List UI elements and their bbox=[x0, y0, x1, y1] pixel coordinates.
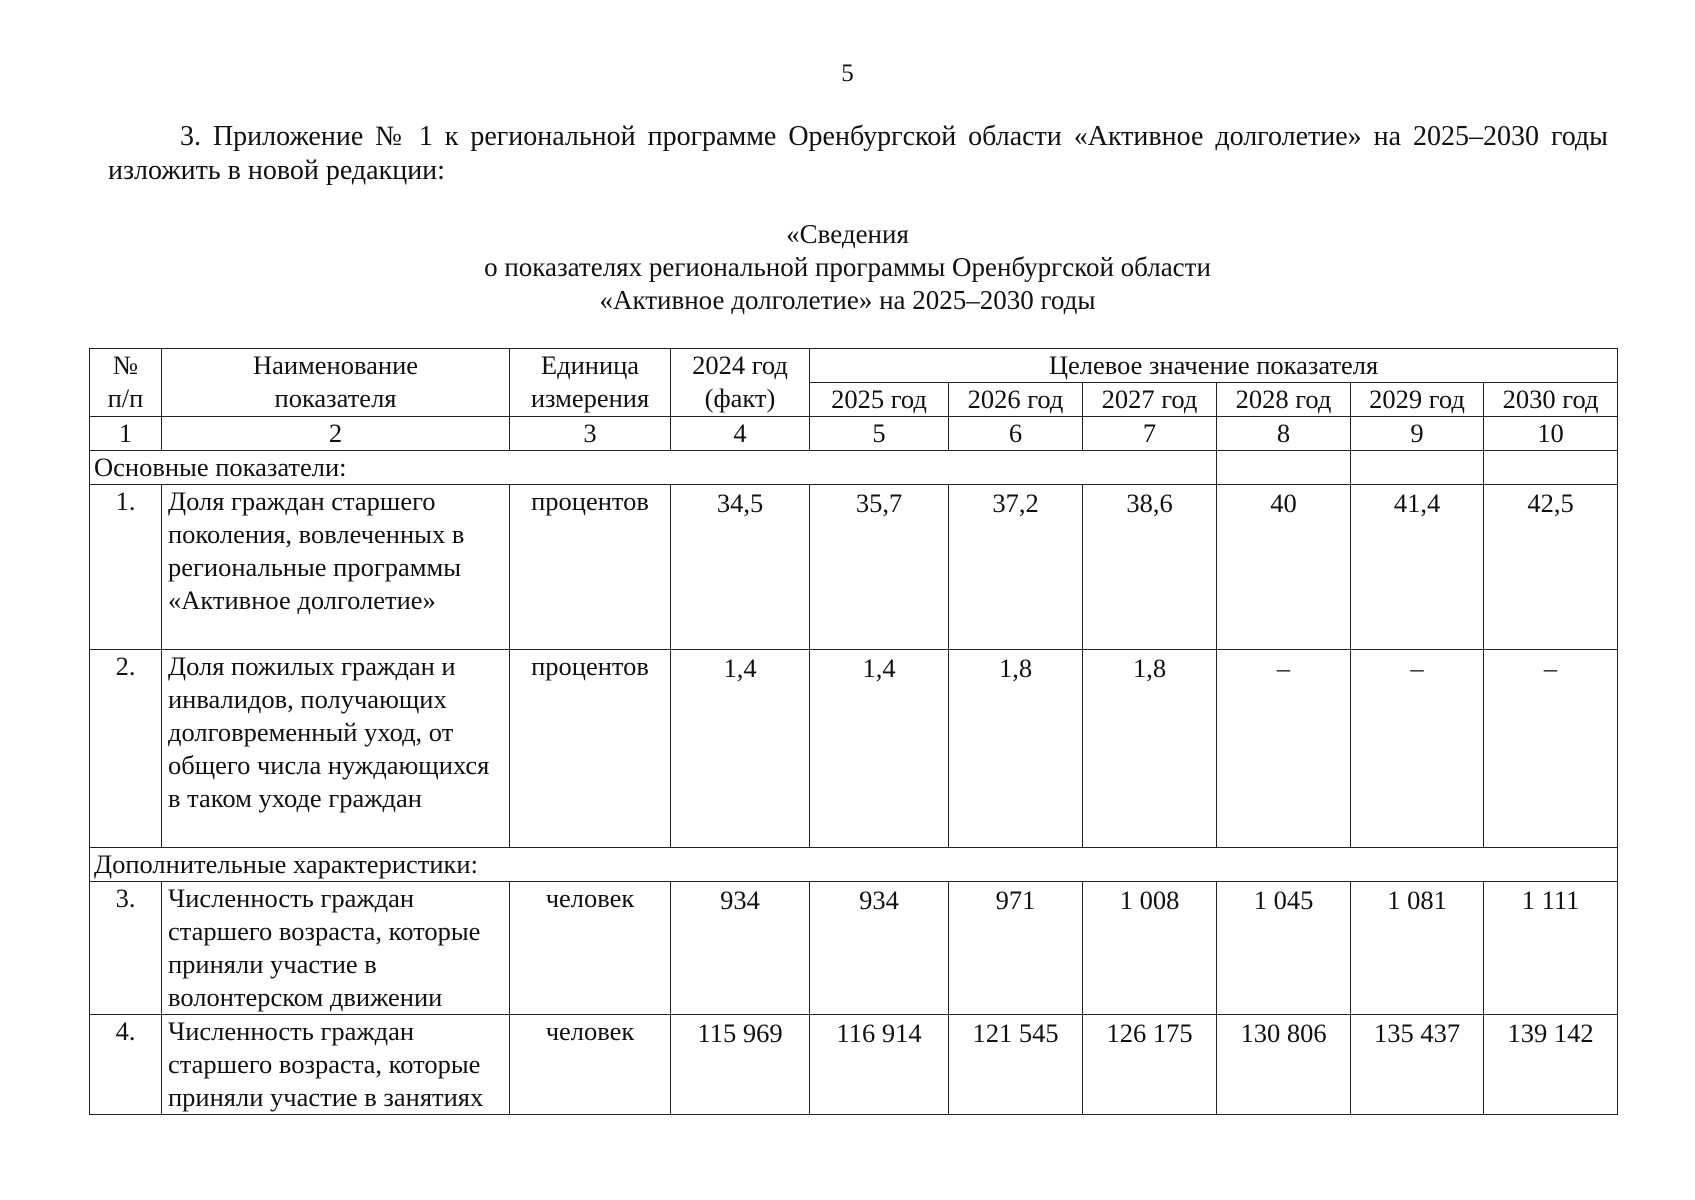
column-number: 7 bbox=[1083, 417, 1217, 451]
row-number: 4. bbox=[90, 1015, 162, 1115]
value-2029: – bbox=[1351, 650, 1484, 848]
value-2025: 116 914 bbox=[810, 1015, 949, 1115]
header-name-line1: Наименование bbox=[252, 350, 419, 380]
column-number: 2 bbox=[162, 417, 510, 451]
table-heading bbox=[0, 218, 1695, 317]
column-number: 6 bbox=[949, 417, 1083, 451]
column-number: 3 bbox=[510, 417, 671, 451]
column-number: 10 bbox=[1484, 417, 1618, 451]
header-num bbox=[90, 349, 162, 417]
header-year-2029: 2029 год bbox=[1351, 383, 1484, 417]
heading-line-2: о показателях региональной программы Оренбургской области bbox=[484, 252, 1211, 282]
row-number: 2. bbox=[90, 650, 162, 848]
value-2027: 1,8 bbox=[1083, 650, 1217, 848]
column-number: 4 bbox=[671, 417, 810, 451]
value-2026: 37,2 bbox=[949, 485, 1083, 650]
value-2030: 42,5 bbox=[1484, 485, 1618, 650]
column-number: 5 bbox=[810, 417, 949, 451]
indicators-table bbox=[89, 348, 1618, 1115]
indicator-unit: процентов bbox=[510, 485, 671, 650]
value-2029: 135 437 bbox=[1351, 1015, 1484, 1115]
value-2026: 1,8 bbox=[949, 650, 1083, 848]
section-row-extra bbox=[90, 848, 1618, 882]
header-year-2026: 2026 год bbox=[949, 383, 1083, 417]
header-target-group: Целевое значение показателя bbox=[810, 349, 1618, 383]
header-num-line1: № bbox=[112, 350, 139, 380]
value-2030: 139 142 bbox=[1484, 1015, 1618, 1115]
header-name bbox=[162, 349, 510, 417]
value-2029: 1 081 bbox=[1351, 882, 1484, 1015]
header-unit-line2: измерения bbox=[530, 383, 650, 413]
table-row bbox=[90, 650, 1618, 848]
section-row-main bbox=[90, 451, 1618, 485]
table-row bbox=[90, 485, 1618, 650]
table-row bbox=[90, 1015, 1618, 1115]
header-year-2030: 2030 год bbox=[1484, 383, 1618, 417]
empty-cell bbox=[1351, 451, 1484, 485]
indicator-unit: процентов bbox=[510, 650, 671, 848]
value-2024: 934 bbox=[671, 882, 810, 1015]
value-2028: 40 bbox=[1217, 485, 1351, 650]
header-year-2027: 2027 год bbox=[1083, 383, 1217, 417]
value-2027: 126 175 bbox=[1083, 1015, 1217, 1115]
table-row bbox=[90, 882, 1618, 1015]
page-number: 5 bbox=[841, 60, 854, 87]
value-2024: 34,5 bbox=[671, 485, 810, 650]
indicator-name: Доля граждан старшего поколения, вовлеченных в региональные программы «Активное долголетие» bbox=[162, 485, 510, 650]
header-name-line2: показателя bbox=[274, 383, 397, 413]
header-num-line2: п/п bbox=[107, 383, 144, 413]
row-number: 1. bbox=[90, 485, 162, 650]
header-row-top bbox=[90, 349, 1618, 383]
value-2025: 934 bbox=[810, 882, 949, 1015]
value-2028: – bbox=[1217, 650, 1351, 848]
column-number: 1 bbox=[90, 417, 162, 451]
indicator-name: Численность граждан старшего возраста, которые приняли участие в волонтерском движении bbox=[162, 882, 510, 1015]
header-fact bbox=[671, 349, 810, 417]
indicator-name: Численность граждан старшего возраста, которые приняли участие в занятиях bbox=[162, 1015, 510, 1115]
indicator-unit: человек bbox=[510, 1015, 671, 1115]
section-main-label: Основные показатели: bbox=[90, 451, 1217, 485]
column-number: 8 bbox=[1217, 417, 1351, 451]
value-2029: 41,4 bbox=[1351, 485, 1484, 650]
empty-cell bbox=[1217, 451, 1351, 485]
value-2026: 121 545 bbox=[949, 1015, 1083, 1115]
indicator-unit: человек bbox=[510, 882, 671, 1015]
value-2025: 1,4 bbox=[810, 650, 949, 848]
header-fact-line2: (факт) bbox=[704, 383, 776, 413]
value-2027: 38,6 bbox=[1083, 485, 1217, 650]
value-2025: 35,7 bbox=[810, 485, 949, 650]
value-2027: 1 008 bbox=[1083, 882, 1217, 1015]
column-number-row bbox=[90, 417, 1618, 451]
header-unit-line1: Единица bbox=[540, 350, 640, 380]
value-2026: 971 bbox=[949, 882, 1083, 1015]
header-year-2028: 2028 год bbox=[1217, 383, 1351, 417]
header-unit bbox=[510, 349, 671, 417]
column-number: 9 bbox=[1351, 417, 1484, 451]
value-2024: 1,4 bbox=[671, 650, 810, 848]
value-2024: 115 969 bbox=[671, 1015, 810, 1115]
heading-line-1: «Сведения bbox=[786, 219, 909, 249]
intro-paragraph: 3. Приложение № 1 к региональной программе Оренбургской области «Активное долголетие» на 2025–2030 годы изложить в новой редакции: bbox=[108, 121, 1608, 186]
indicator-name: Доля пожилых граждан и инвалидов, получающих долговременный уход, от общего числа нуждающихся в таком уходе граждан bbox=[162, 650, 510, 848]
empty-cell bbox=[1484, 451, 1618, 485]
header-fact-line1: 2024 год bbox=[692, 350, 788, 380]
value-2028: 130 806 bbox=[1217, 1015, 1351, 1115]
header-year-2025: 2025 год bbox=[810, 383, 949, 417]
heading-line-3: «Активное долголетие» на 2025–2030 годы bbox=[599, 285, 1096, 315]
value-2030: 1 111 bbox=[1484, 882, 1618, 1015]
section-extra-label: Дополнительные характеристики: bbox=[90, 848, 1618, 882]
row-number: 3. bbox=[90, 882, 162, 1015]
value-2028: 1 045 bbox=[1217, 882, 1351, 1015]
value-2030: – bbox=[1484, 650, 1618, 848]
